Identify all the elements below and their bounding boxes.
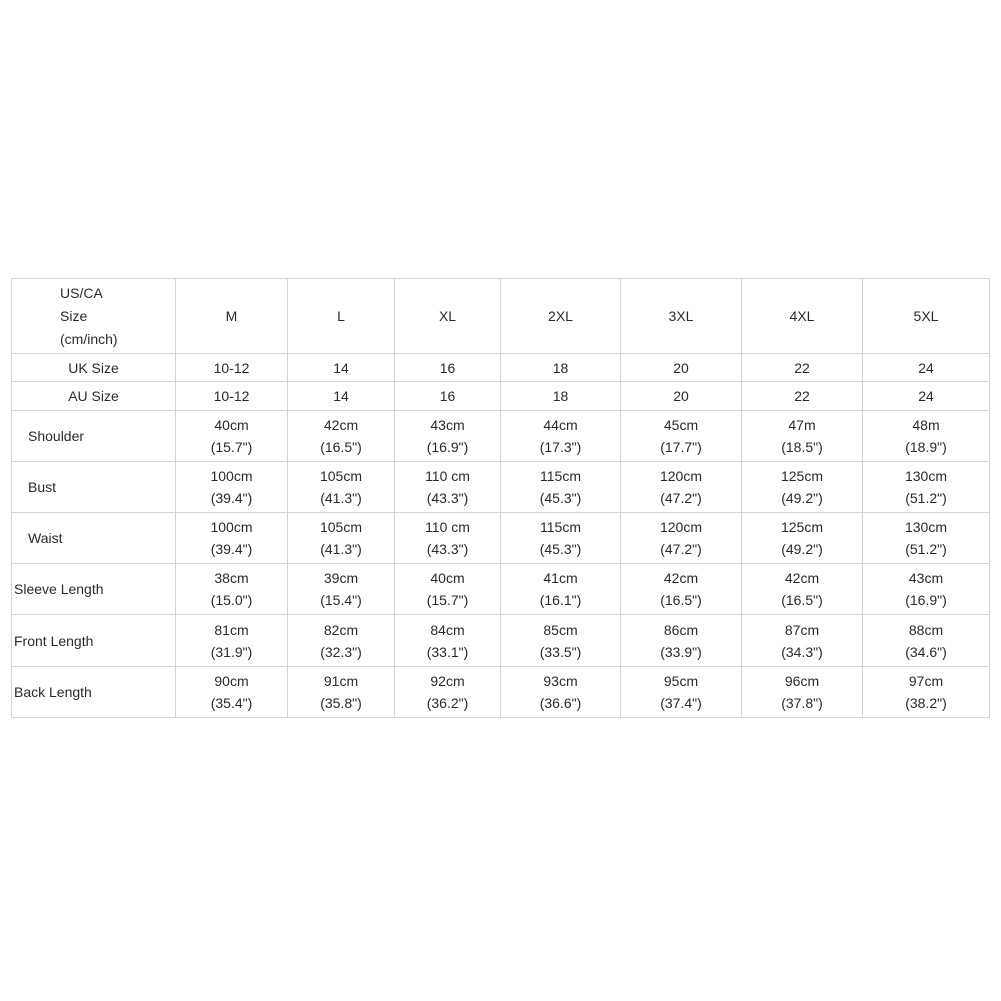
uk-size-cell: 24 [863,354,990,382]
inch-value: (16.5") [320,438,362,455]
inch-value: (33.5") [539,643,582,660]
cm-value: 105cm [319,519,363,536]
size-system-header-cell [12,279,176,354]
au-size-cell: 14 [288,382,395,410]
cm-value: 48m [912,416,940,433]
cm-value: 42cm [323,416,359,433]
au-size-cell: 20 [621,382,742,410]
inch-value: (49.2") [781,489,823,506]
au-size-cell: 10-12 [176,382,288,410]
front-length-cell [176,615,288,666]
inch-value: (36.6") [539,694,582,711]
au-size-cell: 22 [742,382,863,410]
uk-size-cell: 20 [621,354,742,382]
cm-value: 38cm [214,570,249,587]
inch-value: (16.9") [905,592,947,609]
inch-value: (41.3") [320,489,362,506]
row-label-waist: Waist [12,513,176,564]
waist-cell [621,513,742,564]
row-label-sleeve-length: Sleeve Length [12,564,176,615]
cm-value: 90cm [214,672,249,689]
inch-value: (45.3") [539,541,582,558]
inch-value: (35.8") [320,694,362,711]
cm-value: 130cm [904,519,948,536]
cm-value: 43cm [430,416,465,433]
cm-value: 97cm [908,672,944,689]
inch-value: (16.5") [660,592,702,609]
cm-value: 81cm [214,621,249,638]
au-size-cell: 16 [395,382,501,410]
size-header-m: M [176,279,288,354]
sleeve-length-row [12,564,990,615]
inch-value: (38.2") [905,694,947,711]
shoulder-row [12,410,990,461]
row-label-bust: Bust [12,461,176,512]
sleeve-length-cell [176,564,288,615]
sleeve-length-cell [742,564,863,615]
cm-value: 120cm [659,519,703,536]
inch-value: (17.7") [660,438,702,455]
back-length-cell [621,666,742,717]
inch-value: (31.9") [210,643,253,660]
au-size-cell: 18 [501,382,621,410]
back-length-cell [501,666,621,717]
inch-value: (39.4") [210,541,253,558]
cm-value: 100cm [210,467,253,484]
sleeve-length-cell [288,564,395,615]
row-label-shoulder: Shoulder [12,410,176,461]
bust-cell [863,461,990,512]
cm-value: 130cm [904,467,948,484]
cm-value: 44cm [543,416,578,433]
waist-cell [288,513,395,564]
cm-value: 110 cm [425,467,470,484]
cm-value: 95cm [663,672,699,689]
size-header-2xl: 2XL [501,279,621,354]
cm-value: 40cm [214,416,249,433]
waist-cell [176,513,288,564]
size-header-xl: XL [395,279,501,354]
cm-value: 125cm [780,467,824,484]
size-system-label-line: Size [60,307,88,324]
cm-value: 84cm [430,621,465,638]
inch-value: (16.5") [781,592,823,609]
size-chart-table [11,278,990,718]
size-system-label-line: (cm/inch) [60,330,118,347]
size-header-5xl: 5XL [863,279,990,354]
inch-value: (45.3") [539,489,582,506]
inch-value: (34.3") [781,643,823,660]
bust-cell [501,461,621,512]
row-label-front-length: Front Length [12,615,176,666]
cm-value: 42cm [663,570,699,587]
back-length-cell [288,666,395,717]
size-header-l: L [288,279,395,354]
inch-value: (18.5") [781,438,823,455]
front-length-cell [395,615,501,666]
waist-cell [501,513,621,564]
cm-value: 91cm [323,672,359,689]
waist-cell [395,513,501,564]
back-length-row [12,666,990,717]
cm-value: 88cm [908,621,944,638]
waist-cell [742,513,863,564]
bust-cell [742,461,863,512]
bust-cell [395,461,501,512]
cm-value: 86cm [663,621,699,638]
sleeve-length-cell [501,564,621,615]
uk-size-cell: 18 [501,354,621,382]
au-size-row [12,382,990,410]
uk-size-row [12,354,990,382]
cm-value: 85cm [543,621,578,638]
cm-value: 87cm [784,621,820,638]
bust-cell [176,461,288,512]
shoulder-cell [176,410,288,461]
shoulder-cell [501,410,621,461]
sleeve-length-cell [621,564,742,615]
size-header-3xl: 3XL [621,279,742,354]
inch-value: (34.6") [905,643,947,660]
cm-value: 42cm [784,570,820,587]
bust-cell [621,461,742,512]
inch-value: (39.4") [210,489,253,506]
cm-value: 41cm [543,570,578,587]
inch-value: (15.7") [426,592,469,609]
shoulder-cell [863,410,990,461]
front-length-row [12,615,990,666]
front-length-cell [742,615,863,666]
cm-value: 110 cm [425,519,470,536]
inch-value: (49.2") [781,541,823,558]
inch-value: (47.2") [660,541,702,558]
inch-value: (16.1") [539,592,582,609]
shoulder-cell [742,410,863,461]
inch-value: (35.4") [210,694,253,711]
bust-row [12,461,990,512]
inch-value: (16.9") [426,438,469,455]
shoulder-cell [395,410,501,461]
uk-size-cell: 16 [395,354,501,382]
inch-value: (32.3") [320,643,362,660]
au-size-cell: 24 [863,382,990,410]
back-length-cell [742,666,863,717]
back-length-cell [395,666,501,717]
sleeve-length-cell [395,564,501,615]
uk-size-cell: 10-12 [176,354,288,382]
cm-value: 40cm [430,570,465,587]
cm-value: 47m [788,416,816,433]
uk-size-cell: 22 [742,354,863,382]
inch-value: (36.2") [426,694,469,711]
cm-value: 82cm [323,621,359,638]
sleeve-length-cell [863,564,990,615]
cm-value: 120cm [659,467,703,484]
inch-value: (17.3") [539,438,582,455]
cm-value: 96cm [784,672,820,689]
inch-value: (15.7") [210,438,253,455]
inch-value: (43.3") [426,541,469,558]
size-system-label-line: US/CA [60,284,103,301]
inch-value: (18.9") [905,438,947,455]
inch-value: (33.1") [426,643,469,660]
shoulder-cell [621,410,742,461]
front-length-cell [288,615,395,666]
cm-value: 115cm [540,519,581,536]
inch-value: (15.4") [320,592,362,609]
cm-value: 105cm [319,467,363,484]
shoulder-cell [288,410,395,461]
front-length-cell [863,615,990,666]
cm-value: 125cm [780,519,824,536]
cm-value: 39cm [323,570,359,587]
row-label-back-length: Back Length [12,666,176,717]
cm-value: 92cm [430,672,465,689]
inch-value: (33.9") [660,643,702,660]
cm-value: 93cm [543,672,578,689]
cm-value: 45cm [663,416,699,433]
back-length-cell [863,666,990,717]
inch-value: (41.3") [320,541,362,558]
cm-value: 115cm [540,467,581,484]
inch-value: (51.2") [905,489,947,506]
inch-value: (43.3") [426,489,469,506]
inch-value: (47.2") [660,489,702,506]
inch-value: (37.4") [660,694,702,711]
waist-cell [863,513,990,564]
front-length-cell [621,615,742,666]
header-row [12,279,990,354]
inch-value: (15.0") [210,592,253,609]
inch-value: (51.2") [905,541,947,558]
row-label-au-size: AU Size [12,382,176,410]
row-label-uk-size: UK Size [12,354,176,382]
front-length-cell [501,615,621,666]
bust-cell [288,461,395,512]
uk-size-cell: 14 [288,354,395,382]
cm-value: 43cm [908,570,944,587]
back-length-cell [176,666,288,717]
inch-value: (37.8") [781,694,823,711]
cm-value: 100cm [210,519,253,536]
size-header-4xl: 4XL [742,279,863,354]
waist-row [12,513,990,564]
